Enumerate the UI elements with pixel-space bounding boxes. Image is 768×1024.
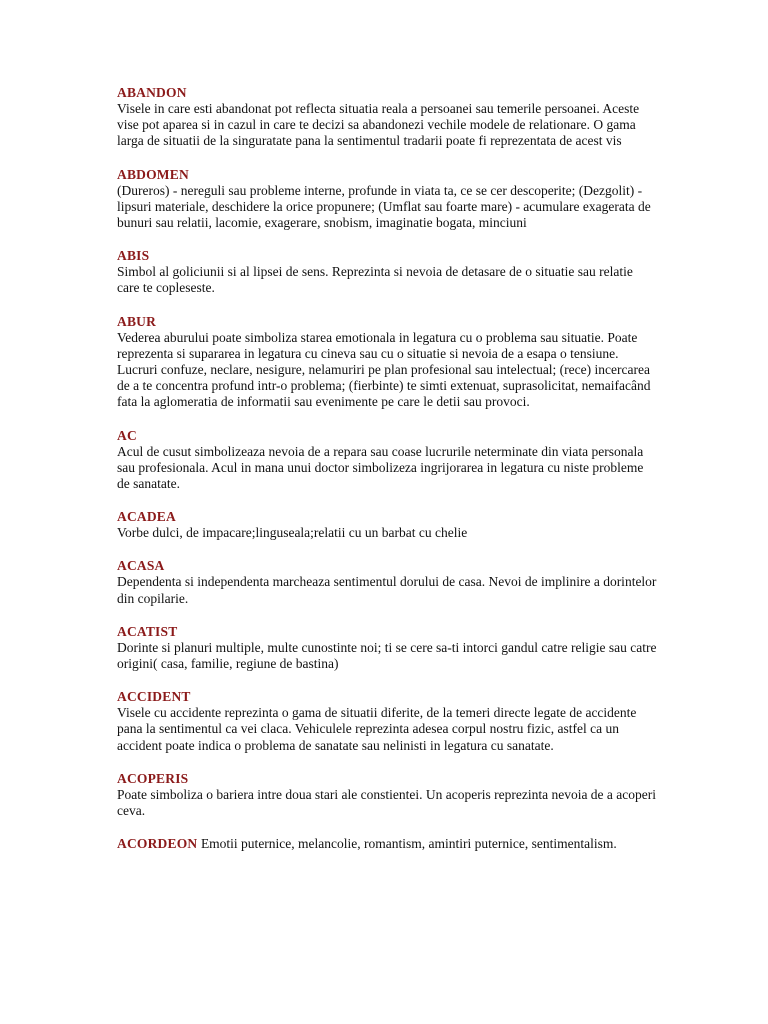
entry-definition: Vorbe dulci, de impacare;linguseala;relatii cu un barbat cu chelie	[117, 525, 468, 541]
entry-term: ACADEA	[117, 509, 176, 525]
entry-abdomen	[117, 166, 658, 232]
entry-term: ABUR	[117, 313, 157, 329]
entry-definition: Emotii puternice, melancolie, romantism, amintiri puternice, sentimentalism.	[200, 836, 617, 852]
entry-term: ABANDON	[117, 85, 187, 100]
entry-term: ACASA	[117, 558, 165, 574]
entry-accident	[117, 688, 658, 754]
entry-term: ACATIST	[117, 623, 178, 639]
entry-definition: Poate simboliza o bariera intre doua stari ale constientei. Un acoperis reprezinta nevoia de a acoperi ceva.	[117, 786, 657, 819]
entry-acadea	[117, 508, 658, 541]
entry-abur	[117, 313, 658, 411]
entry-abandon	[117, 84, 658, 150]
entry-term: ACORDEON	[117, 836, 201, 852]
entry-definition: Simbol al goliciunii si al lipsei de sens. Reprezinta si nevoia de detasare de o situatie sau relatie care te copleseste.	[117, 264, 633, 296]
entry-term: ACCIDENT	[117, 689, 191, 705]
entry-definition: Dependenta si independenta marcheaza sentimentul dorului de casa. Nevoi de implinire a dorintelor din copilarie.	[117, 574, 657, 606]
entry-acatist	[117, 623, 658, 672]
entry-definition: Acul de cusut simbolizeaza nevoia de a repara sau coase lucrurile neterminate din viata personala sau profesionala. Acul in mana unui doctor simbolizeza ingrijorarea in legatura cu niste probleme de sanatate.	[117, 443, 644, 492]
entry-acordeon	[117, 835, 658, 853]
entry-term: AC	[117, 427, 137, 443]
entry-term: ACOPERIS	[117, 770, 189, 786]
entry-definition: Vederea aburului poate simboliza starea emotionala in legatura cu o problema sau situatie. Poate reprezenta si supararea in legatura cu cineva sau cu o situatie si nevoia de a esapa o tensiune. Lucruri confuze, neclare, nesigure, nelamuriri pe plan profesional sau intelectual; (rece) incercarea de a te concentra profund intr-o problema; (fierbinte) te simti extenuat, suprasolicitat, nemaifacând fata la aglomeratia de informatii sau evenimente pe care le detii sau provoci.	[117, 329, 651, 410]
entry-acoperis	[117, 770, 658, 819]
entry-term: ABDOMEN	[117, 166, 189, 182]
entry-acasa	[117, 557, 658, 606]
entry-definition: Visele cu accidente reprezinta o gama de situatii diferite, de la temeri directe legate de accidente pana la sentimentul ca vei claca. Vehiculele reprezinta adesea corpul nostru fizic, astfel ca un accident poate indica o problema de sanatate sau nelinisti in legatura cu sanatate.	[117, 705, 637, 753]
entry-definition: (Dureros) - nereguli sau probleme interne, profunde in viata ta, ce se cer descoperite; (Dezgolit) - lipsuri materiale, deschidere la orice propunere; (Umflat sau foarte mare) - acumulare exagerata de bunuri sau relatii, lacomie, exagerare, snobism, imaginatie bogata, minciuni	[117, 182, 651, 231]
entry-ac	[117, 427, 658, 493]
entry-definition: Visele in care esti abandonat pot reflecta situatia reala a persoanei sau temerile persoanei. Aceste vise pot aparea si in cazul in care te decizi sa abandonezi vechile modele de relationare. O gama larga de situatii de la singuratate pana la sentimentul tradarii poate fi reprezentata de acest vis	[117, 101, 640, 149]
entry-abis	[117, 247, 658, 296]
entry-term: ABIS	[117, 248, 150, 264]
entry-definition: Dorinte si planuri multiple, multe cunostinte noi; ti se cere sa-ti intorci gandul catre religie sau catre origini( casa, familie, regiune de bastina)	[117, 639, 657, 672]
